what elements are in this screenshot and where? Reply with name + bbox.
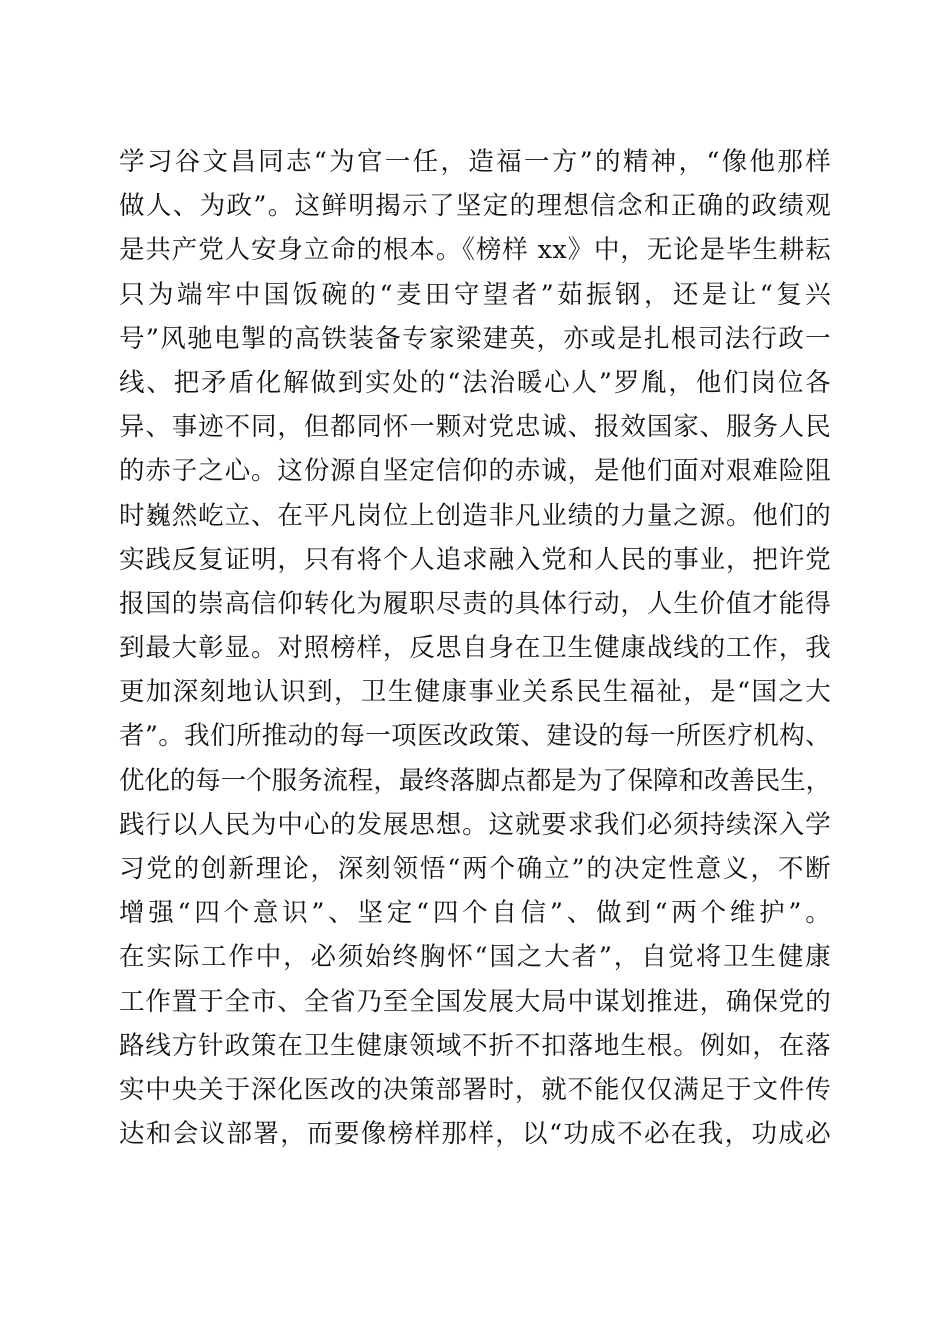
text-line: 做人、为政”。这鲜明揭示了坚定的理想信念和正确的政绩观 xyxy=(119,191,831,222)
text-line: 线、把矛盾化解做到实处的“法治暖心人”罗胤，他们岗位各 xyxy=(119,367,831,398)
text-line: 时巍然屹立、在平凡岗位上创造非凡业绩的力量之源。他们的 xyxy=(119,500,831,531)
text-line: 工作置于全市、全省乃至全国发展大局中谋划推进，确保党的 xyxy=(119,986,831,1017)
text-line: 路线方针政策在卫生健康领域不折不扣落地生根。例如，在落 xyxy=(119,1030,831,1061)
text-line: 增强“四个意识”、坚定“四个自信”、做到“两个维护”。 xyxy=(119,898,831,929)
text-line: 践行以人民为中心的发展思想。这就要求我们必须持续深入学 xyxy=(119,809,831,840)
text-line: 者”。我们所推动的每一项医改政策、建设的每一所医疗机构、 xyxy=(119,721,831,752)
text-line: 异、事迹不同，但都同怀一颗对党忠诚、报效国家、服务人民 xyxy=(119,412,831,443)
text-line: 优化的每一个服务流程，最终落脚点都是为了保障和改善民生， xyxy=(119,765,831,796)
text-line: 报国的崇高信仰转化为履职尽责的具体行动，人生价值才能得 xyxy=(119,588,831,619)
text-line: 达和会议部署，而要像榜样那样，以“功成不必在我，功成必 xyxy=(119,1119,831,1150)
text-line: 学习谷文昌同志“为官一任，造福一方”的精神，“像他那样 xyxy=(119,147,831,177)
body-paragraph xyxy=(119,140,831,1156)
text-line: 实中央关于深化医改的决策部署时，就不能仅仅满足于文件传 xyxy=(119,1074,831,1105)
text-line: 更加深刻地认识到，卫生健康事业关系民生福祉，是“国之大 xyxy=(119,677,831,708)
text-line: 的赤子之心。这份源自坚定信仰的赤诚，是他们面对艰难险阻 xyxy=(119,456,831,487)
text-line: 只为端牢中国饭碗的“麦田守望者”茹振钢，还是让“复兴 xyxy=(119,279,831,310)
text-line: 到最大彰显。对照榜样，反思自身在卫生健康战线的工作，我 xyxy=(119,633,831,664)
text-line: 号”风驰电掣的高铁装备专家梁建英，亦或是扎根司法行政一 xyxy=(119,323,831,354)
text-line: 实践反复证明，只有将个人追求融入党和人民的事业，把许党 xyxy=(119,544,831,575)
text-line: 习党的创新理论，深刻领悟“两个确立”的决定性意义，不断 xyxy=(119,854,831,884)
text-line: 是共产党人安身立命的根本。《榜样 xx》中，无论是毕生耕耘 xyxy=(119,235,831,266)
text-line: 在实际工作中，必须始终胸怀“国之大者”，自觉将卫生健康 xyxy=(119,942,831,973)
